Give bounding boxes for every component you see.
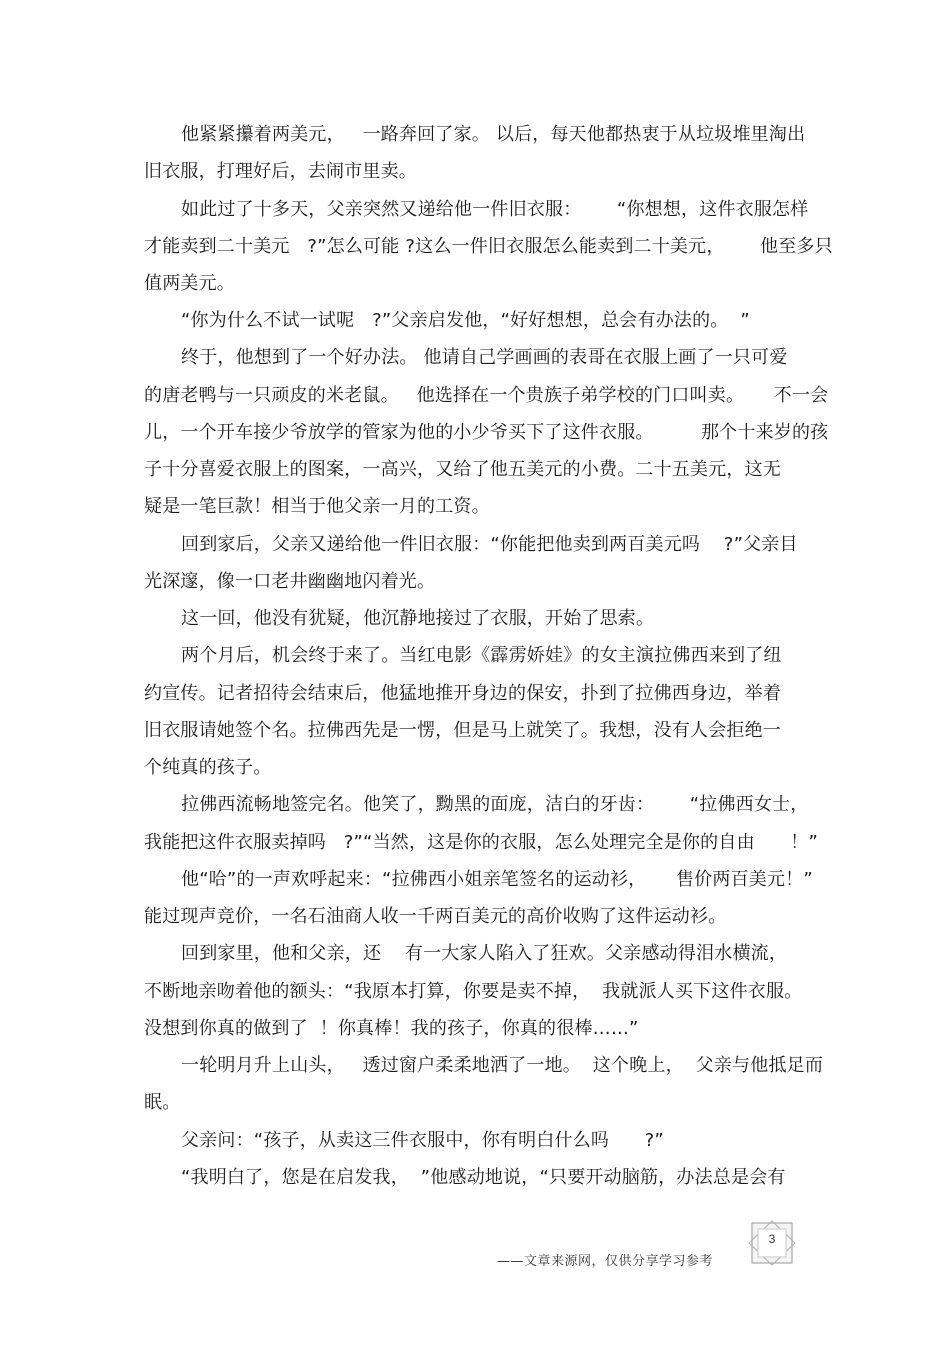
text-line: 回到家后，父亲又递给他一件旧衣服：“你能把他卖到两百美元吗 ?”父亲目	[181, 534, 798, 555]
text-line: 如此过了十多天，父亲突然又递给他一件旧衣服： “你想想，这件衣服怎样	[181, 199, 809, 220]
text-line: “你为什么不试一试呢 ?”父亲启发他，“好好想想，总会有办法的。 ”	[181, 310, 750, 331]
text-line: 一轮明月升上山头， 透过窗户柔柔地洒了一地。 这个晚上， 父亲与他抵足而	[181, 1055, 824, 1076]
source-note: ——文章来源网，仅供分享学习参考	[497, 1254, 714, 1269]
text-line: 眠。	[144, 1092, 181, 1113]
text-line: 能过现声竞价，一名石油商人收一千两百美元的高价收购了这件运动衫。	[144, 906, 727, 927]
text-line: 终于，他想到了一个好办法。 他请自己学画画的表哥在衣服上画了一只可爱	[181, 347, 788, 368]
page-number-badge	[748, 1220, 796, 1266]
text-line: 他紧紧攥着两美元， 一路奔回了家。 以后，每天他都热衷于从垃圾堆里淘出	[181, 124, 806, 145]
text-line: 他“哈”的一声欢呼起来：“拉佛西小姐亲笔签名的运动衫， 售价两百美元！”	[181, 869, 813, 890]
text-line: 的唐老鸭与一只顽皮的米老鼠。 他选择在一个贵族子弟学校的门口叫卖。 不一会	[144, 385, 829, 406]
text-line: 约宣传。记者招待会结束后，他猛地推开身边的保安，扑到了拉佛西身边，举着	[144, 683, 781, 704]
text-line: 没想到你真的做到了 ！你真棒！我的孩子，你真的很棒……”	[144, 1018, 639, 1039]
text-line: 子十分喜爱衣服上的图案，一高兴，又给了他五美元的小费。二十五美元，这无	[144, 459, 781, 480]
text-line: 旧衣服，打理好后，去闹市里卖。	[144, 161, 417, 182]
text-line: 不断地亲吻着他的额头：“我原本打算，你要是卖不掉， 我就派人买下这件衣服。	[144, 981, 803, 1002]
text-line: “我明白了，您是在启发我， ”他感动地说，“只要开动脑筋，办法总是会有	[181, 1167, 786, 1188]
text-line: 个纯真的孩子。	[144, 757, 272, 778]
text-line: 光深邃，像一口老井幽幽地闪着光。	[144, 571, 436, 592]
text-line: 值两美元。	[144, 273, 235, 294]
text-line: 疑是一笔巨款！相当于他父亲一月的工资。	[144, 496, 490, 517]
text-line: 儿，一个开车接少爷放学的管家为他的小少爷买下了这件衣服。 那个十来岁的孩	[144, 422, 829, 443]
text-line: 拉佛西流畅地签完名。他笑了，黝黑的面庞，洁白的牙齿： “拉佛西女士，	[181, 794, 809, 815]
text-line: 回到家里，他和父亲，还 有一大家人陷入了狂欢。父亲感动得泪水横流，	[181, 943, 788, 964]
text-line: 父亲问：“孩子，从卖这三件衣服中，你有明白什么吗 ?”	[181, 1130, 664, 1151]
text-line: 我能把这件衣服卖掉吗 ?”“当然，这是你的衣服，怎么处理完全是你的自由 ！”	[144, 832, 819, 853]
text-line: 这一回，他没有犹疑，他沉静地接过了衣服，开始了思索。	[181, 608, 655, 629]
text-line: 两个月后，机会终于来了。当红电影《霹雳娇娃》的女主演拉佛西来到了纽	[181, 645, 782, 666]
page-number: 3	[768, 1232, 776, 1246]
text-line: 旧衣服请她签个名。拉佛西先是一愣，但是马上就笑了。我想，没有人会拒绝一	[144, 720, 781, 741]
text-line: 才能卖到二十美元 ?”怎么可能 ?这么一件旧衣服怎么能卖到二十美元， 他至多只	[144, 236, 833, 257]
